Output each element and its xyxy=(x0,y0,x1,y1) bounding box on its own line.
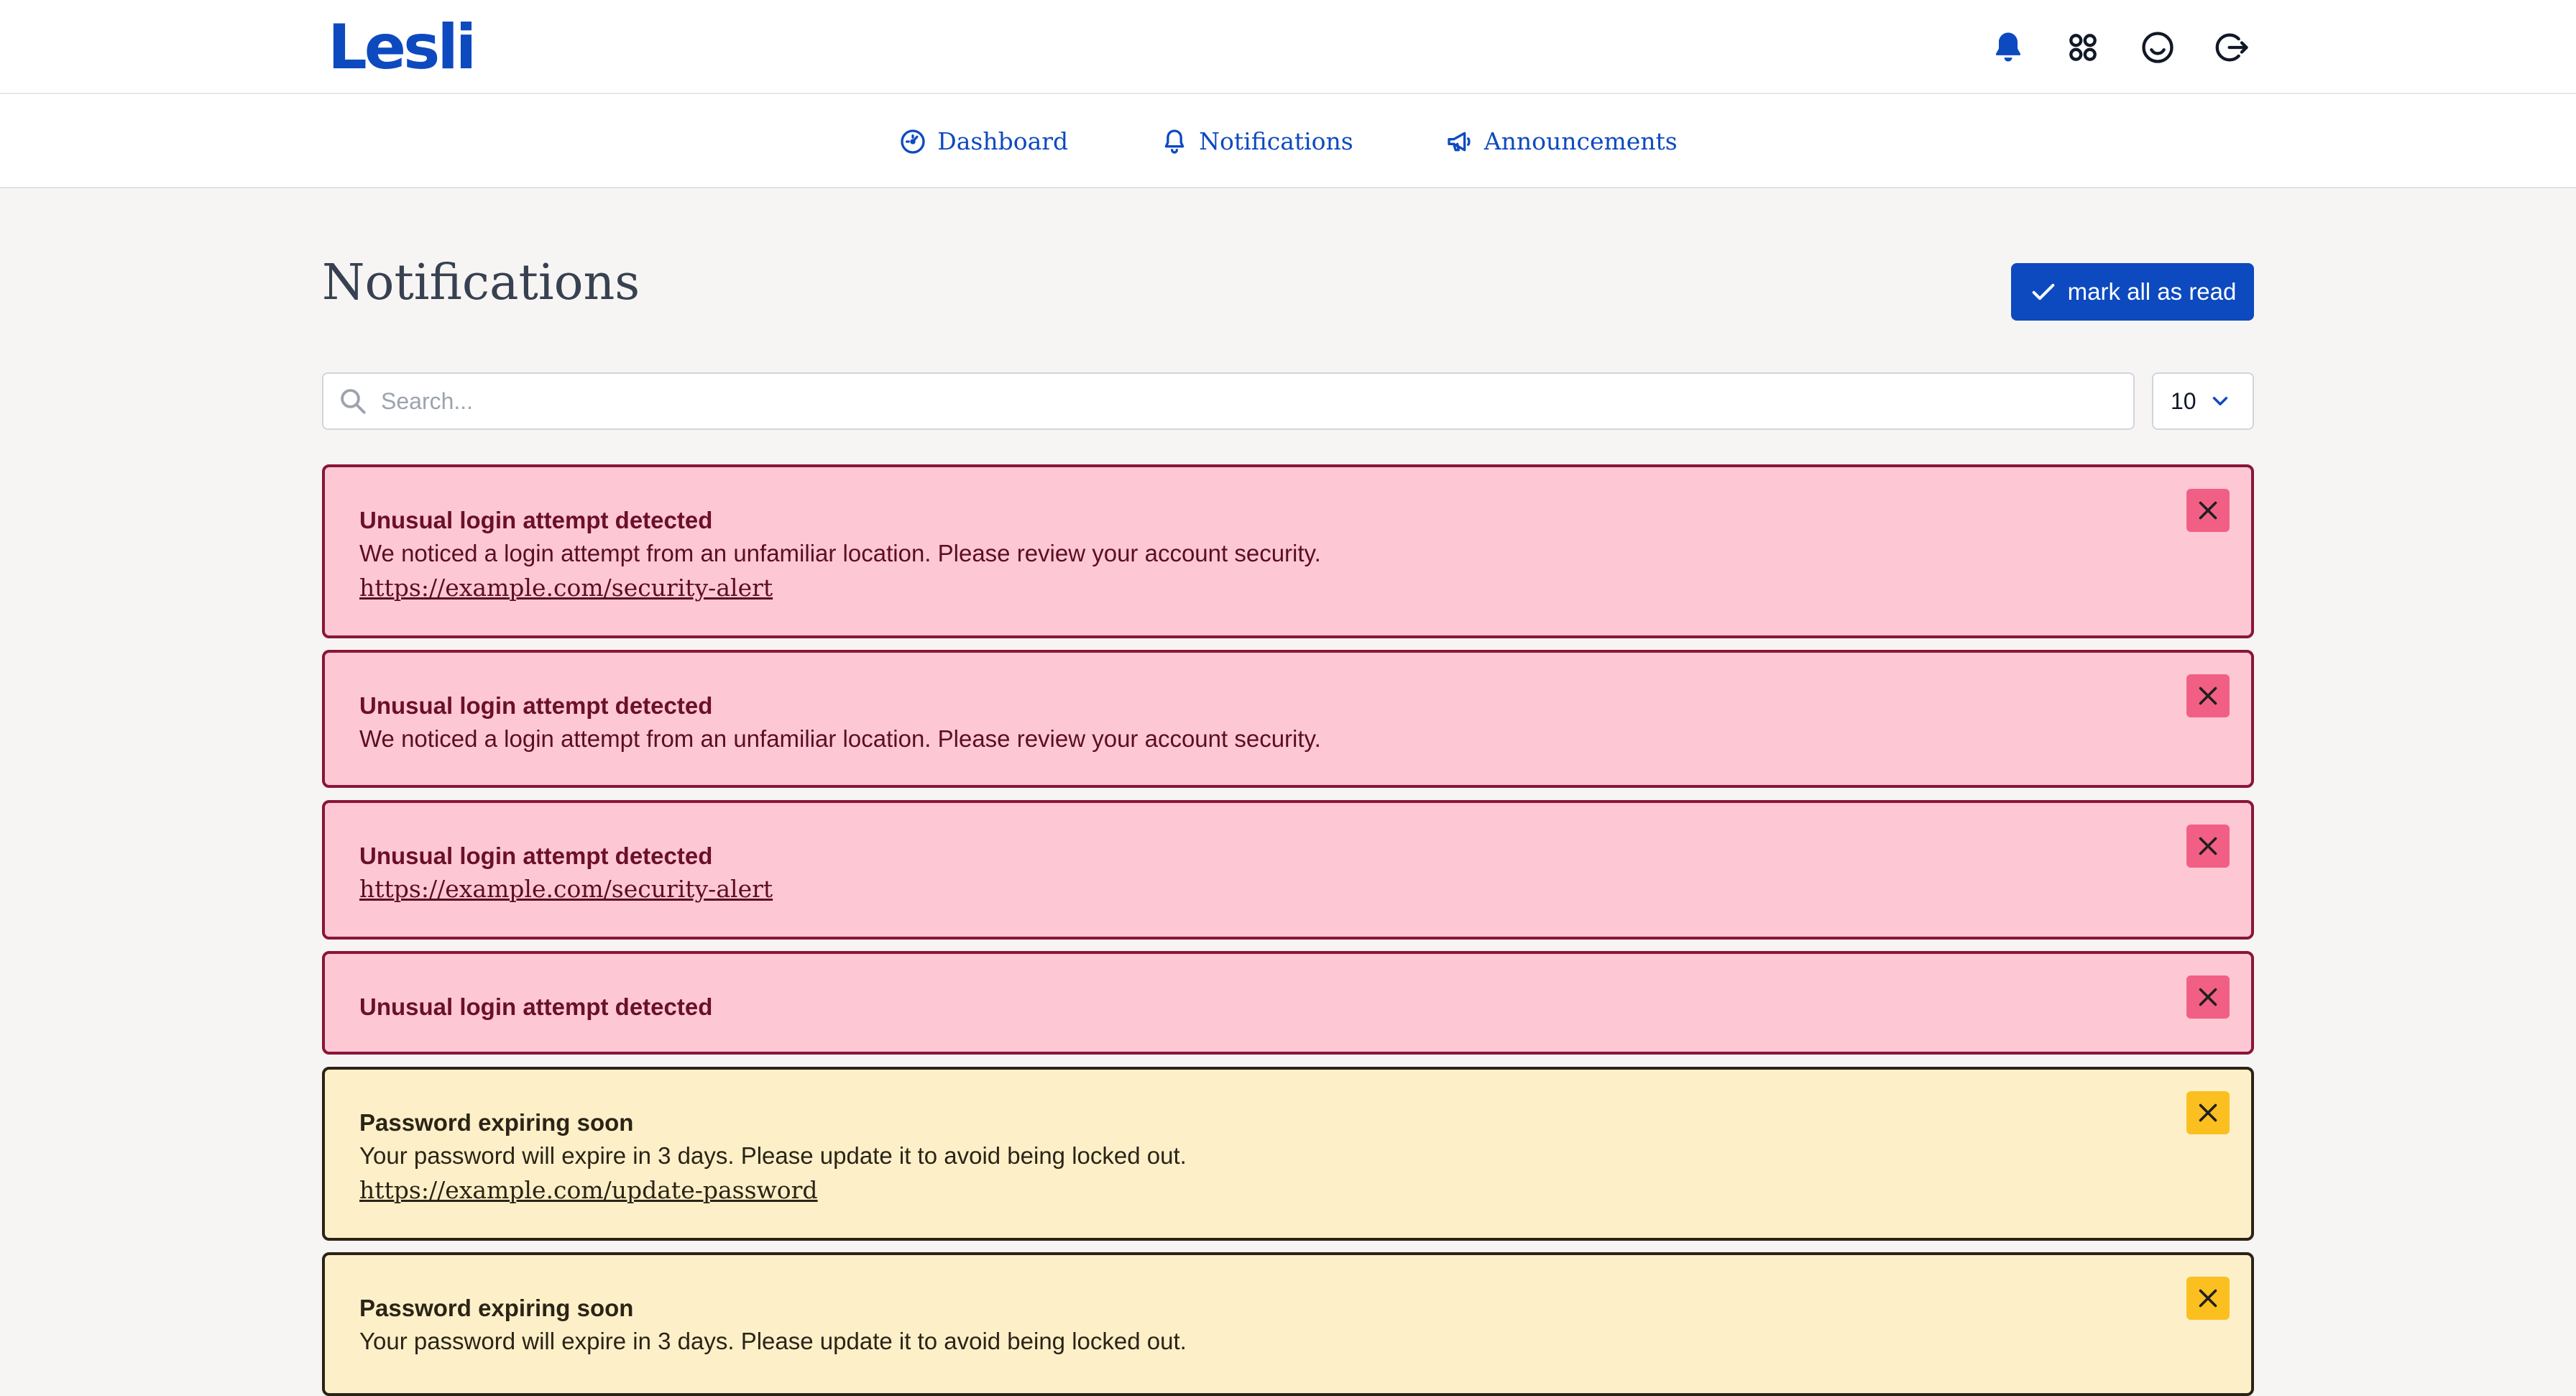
notification-body: Your password will expire in 3 days. Please update it to avoid being locked out. xyxy=(359,1328,1187,1354)
bell-outline-icon xyxy=(1160,127,1189,156)
app-logo[interactable]: Lesli xyxy=(328,12,474,83)
nav-item-dashboard[interactable] xyxy=(898,127,1068,156)
notification-card xyxy=(322,951,2254,1055)
notification-link[interactable]: https://example.com/update-password xyxy=(359,1176,818,1204)
nav-item-announcements[interactable] xyxy=(1445,127,1678,156)
notification-body: Your password will expire in 3 days. Please update it to avoid being locked out. xyxy=(359,1142,1187,1169)
dismiss-button[interactable] xyxy=(2186,674,2230,717)
top-bar xyxy=(0,0,2576,94)
nav-item-notifications[interactable] xyxy=(1160,127,1353,156)
notification-title: Unusual login attempt detected xyxy=(359,842,713,869)
notification-body: We noticed a login attempt from an unfamiliar location. Please review your account security. xyxy=(359,540,1321,566)
main-nav xyxy=(0,94,2576,188)
nav-label-announcements: Announcements xyxy=(1484,127,1678,155)
top-icons xyxy=(1985,26,2255,69)
megaphone-icon xyxy=(1445,127,1474,156)
page-title: Notifications xyxy=(322,254,640,311)
notification-title: Unusual login attempt detected xyxy=(359,993,713,1020)
gauge-icon xyxy=(898,127,927,156)
page-size-value: 10 xyxy=(2171,387,2196,414)
nav-label-dashboard: Dashboard xyxy=(937,127,1069,155)
search-box xyxy=(322,372,2135,430)
dismiss-button[interactable] xyxy=(2186,489,2230,532)
notification-title: Password expiring soon xyxy=(359,1109,634,1136)
close-icon xyxy=(2195,833,2221,859)
apps-grid-icon[interactable] xyxy=(2060,26,2106,69)
dismiss-button[interactable] xyxy=(2186,1091,2230,1134)
logout-icon[interactable] xyxy=(2209,26,2255,69)
check-icon xyxy=(2029,277,2058,306)
mark-all-as-read-button[interactable] xyxy=(2011,263,2254,321)
close-icon xyxy=(2195,1285,2221,1311)
nav-label-notifications: Notifications xyxy=(1199,127,1353,155)
notification-body: We noticed a login attempt from an unfamiliar location. Please review your account security. xyxy=(359,725,1321,752)
close-icon xyxy=(2195,497,2221,523)
close-icon xyxy=(2195,1100,2221,1126)
chevron-down-icon xyxy=(2208,389,2232,413)
search-icon xyxy=(338,386,368,416)
mark-all-label: mark all as read xyxy=(2067,278,2237,305)
close-icon xyxy=(2195,683,2221,709)
notification-card xyxy=(322,1067,2254,1241)
notification-card xyxy=(322,650,2254,788)
notification-card xyxy=(322,464,2254,638)
dismiss-button[interactable] xyxy=(2186,1277,2230,1320)
page-size-select[interactable] xyxy=(2152,372,2254,430)
notification-title: Unusual login attempt detected xyxy=(359,692,713,719)
notification-link[interactable]: https://example.com/security-alert xyxy=(359,875,773,903)
notification-card xyxy=(322,800,2254,940)
notification-title: Password expiring soon xyxy=(359,1295,634,1321)
notification-card xyxy=(322,1252,2254,1396)
dismiss-button[interactable] xyxy=(2186,825,2230,868)
notification-title: Unusual login attempt detected xyxy=(359,507,713,533)
nav-items xyxy=(0,94,2576,188)
smiley-icon[interactable] xyxy=(2135,26,2181,69)
search-input[interactable] xyxy=(381,380,2106,423)
bell-icon[interactable] xyxy=(1985,26,2031,69)
dismiss-button[interactable] xyxy=(2186,975,2230,1019)
notification-link[interactable]: https://example.com/security-alert xyxy=(359,574,773,602)
close-icon xyxy=(2195,984,2221,1010)
